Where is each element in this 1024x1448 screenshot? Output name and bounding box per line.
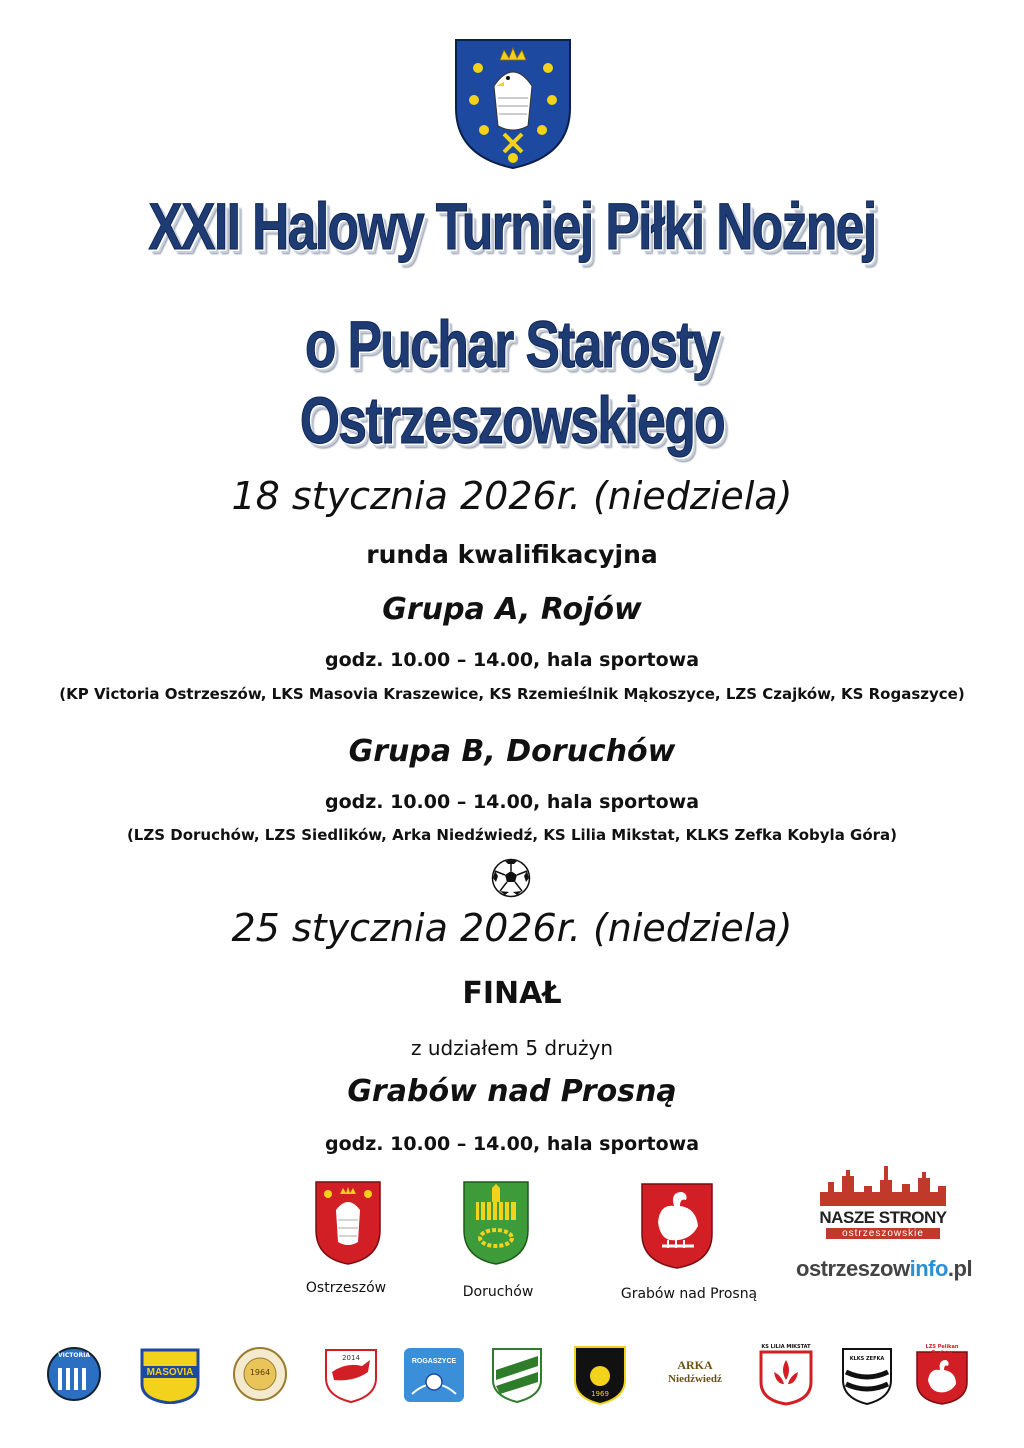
final-place: Grabów nad Prosną xyxy=(347,1074,677,1109)
club-logo-text: VICTORIA xyxy=(58,1352,90,1359)
final-heading: FINAŁ xyxy=(462,976,562,1011)
club-logo xyxy=(490,1346,544,1408)
title-line-2: o Puchar Starosty Ostrzeszowskiego xyxy=(299,307,725,457)
site-tld: .pl xyxy=(947,1256,973,1281)
club-logo-text: 2014 xyxy=(342,1354,360,1362)
nasze-strony-logo xyxy=(818,1162,948,1239)
group-b-time: godz. 10.00 – 14.00, hala sportowa xyxy=(324,791,700,813)
site-accent: info xyxy=(909,1256,948,1281)
site-main: ostrzeszow xyxy=(796,1256,910,1281)
grabow-crest-label: Grabów nad Prosną xyxy=(620,1286,758,1302)
doruchow-crest xyxy=(462,1180,530,1266)
club-logo-text: ROGASZYCE xyxy=(411,1358,457,1365)
club-logo xyxy=(402,1346,466,1408)
club-logo xyxy=(322,1346,380,1408)
group-b-heading: Grupa B, Doruchów xyxy=(348,734,676,769)
club-logo-text: MASOVIA xyxy=(146,1367,194,1378)
group-a-heading: Grupa A, Rojów xyxy=(382,592,642,627)
group-a-time: godz. 10.00 – 14.00, hala sportowa xyxy=(324,649,700,671)
ostrzeszowinfo-link[interactable] xyxy=(796,1256,972,1282)
club-logo xyxy=(758,1344,814,1410)
club-logo xyxy=(840,1346,894,1410)
grabow-crest xyxy=(640,1182,714,1270)
club-logo-text: LZS Pelikan Grabów xyxy=(925,1344,959,1356)
final-subtitle: z udziałem 5 drużyn xyxy=(410,1036,614,1060)
ostrzeszow-crest-label: Ostrzeszów xyxy=(305,1280,387,1296)
qualifying-date: 18 stycznia 2026r. (niedziela) xyxy=(231,474,793,518)
soccer-ball-icon xyxy=(491,858,531,902)
club-logo xyxy=(232,1346,288,1406)
club-logo xyxy=(656,1358,734,1385)
group-a-teams: (KP Victoria Ostrzeszów, LKS Masovia Kraszewice, KS Rzemieślnik Mąkoszyce, LZS Czajków, KS Rogaszyce) xyxy=(59,685,965,703)
round-label: runda kwalifikacyjna xyxy=(366,540,658,569)
club-logos-row xyxy=(44,1344,984,1408)
group-b-teams: (LZS Doruchów, LZS Siedlików, Arka Niedźwiedź, KS Lilia Mikstat, KLKS Zefka Kobyla Góra) xyxy=(126,826,898,844)
doruchow-crest-label: Doruchów xyxy=(462,1284,534,1300)
club-logo xyxy=(140,1348,200,1408)
club-logo-text: KLKS ZEFKA xyxy=(849,1356,885,1362)
county-coat-of-arms xyxy=(454,38,572,170)
club-logo-text: KS LILIA MIKSTAT xyxy=(761,1344,811,1350)
nasze-strony-sub: ostrzeszowskie xyxy=(826,1228,940,1239)
club-logo xyxy=(914,1344,970,1410)
ostrzeszow-crest xyxy=(314,1180,382,1266)
club-logo xyxy=(572,1344,628,1410)
nasze-strony-text: NASZE STRONY xyxy=(819,1208,947,1227)
club-logo-text: ARKA xyxy=(677,1358,713,1372)
club-logo-subtext: Niedźwiedź xyxy=(668,1373,722,1385)
final-time: godz. 10.00 – 14.00, hala sportowa xyxy=(324,1133,700,1155)
title-line-1: XXII Halowy Turniej Piłki Nożnej xyxy=(148,189,876,263)
final-date: 25 stycznia 2026r. (niedziela) xyxy=(231,906,793,950)
club-logo xyxy=(46,1346,102,1406)
club-logo-text: 1964 xyxy=(249,1368,271,1377)
club-logo-text: 1969 xyxy=(591,1390,609,1398)
